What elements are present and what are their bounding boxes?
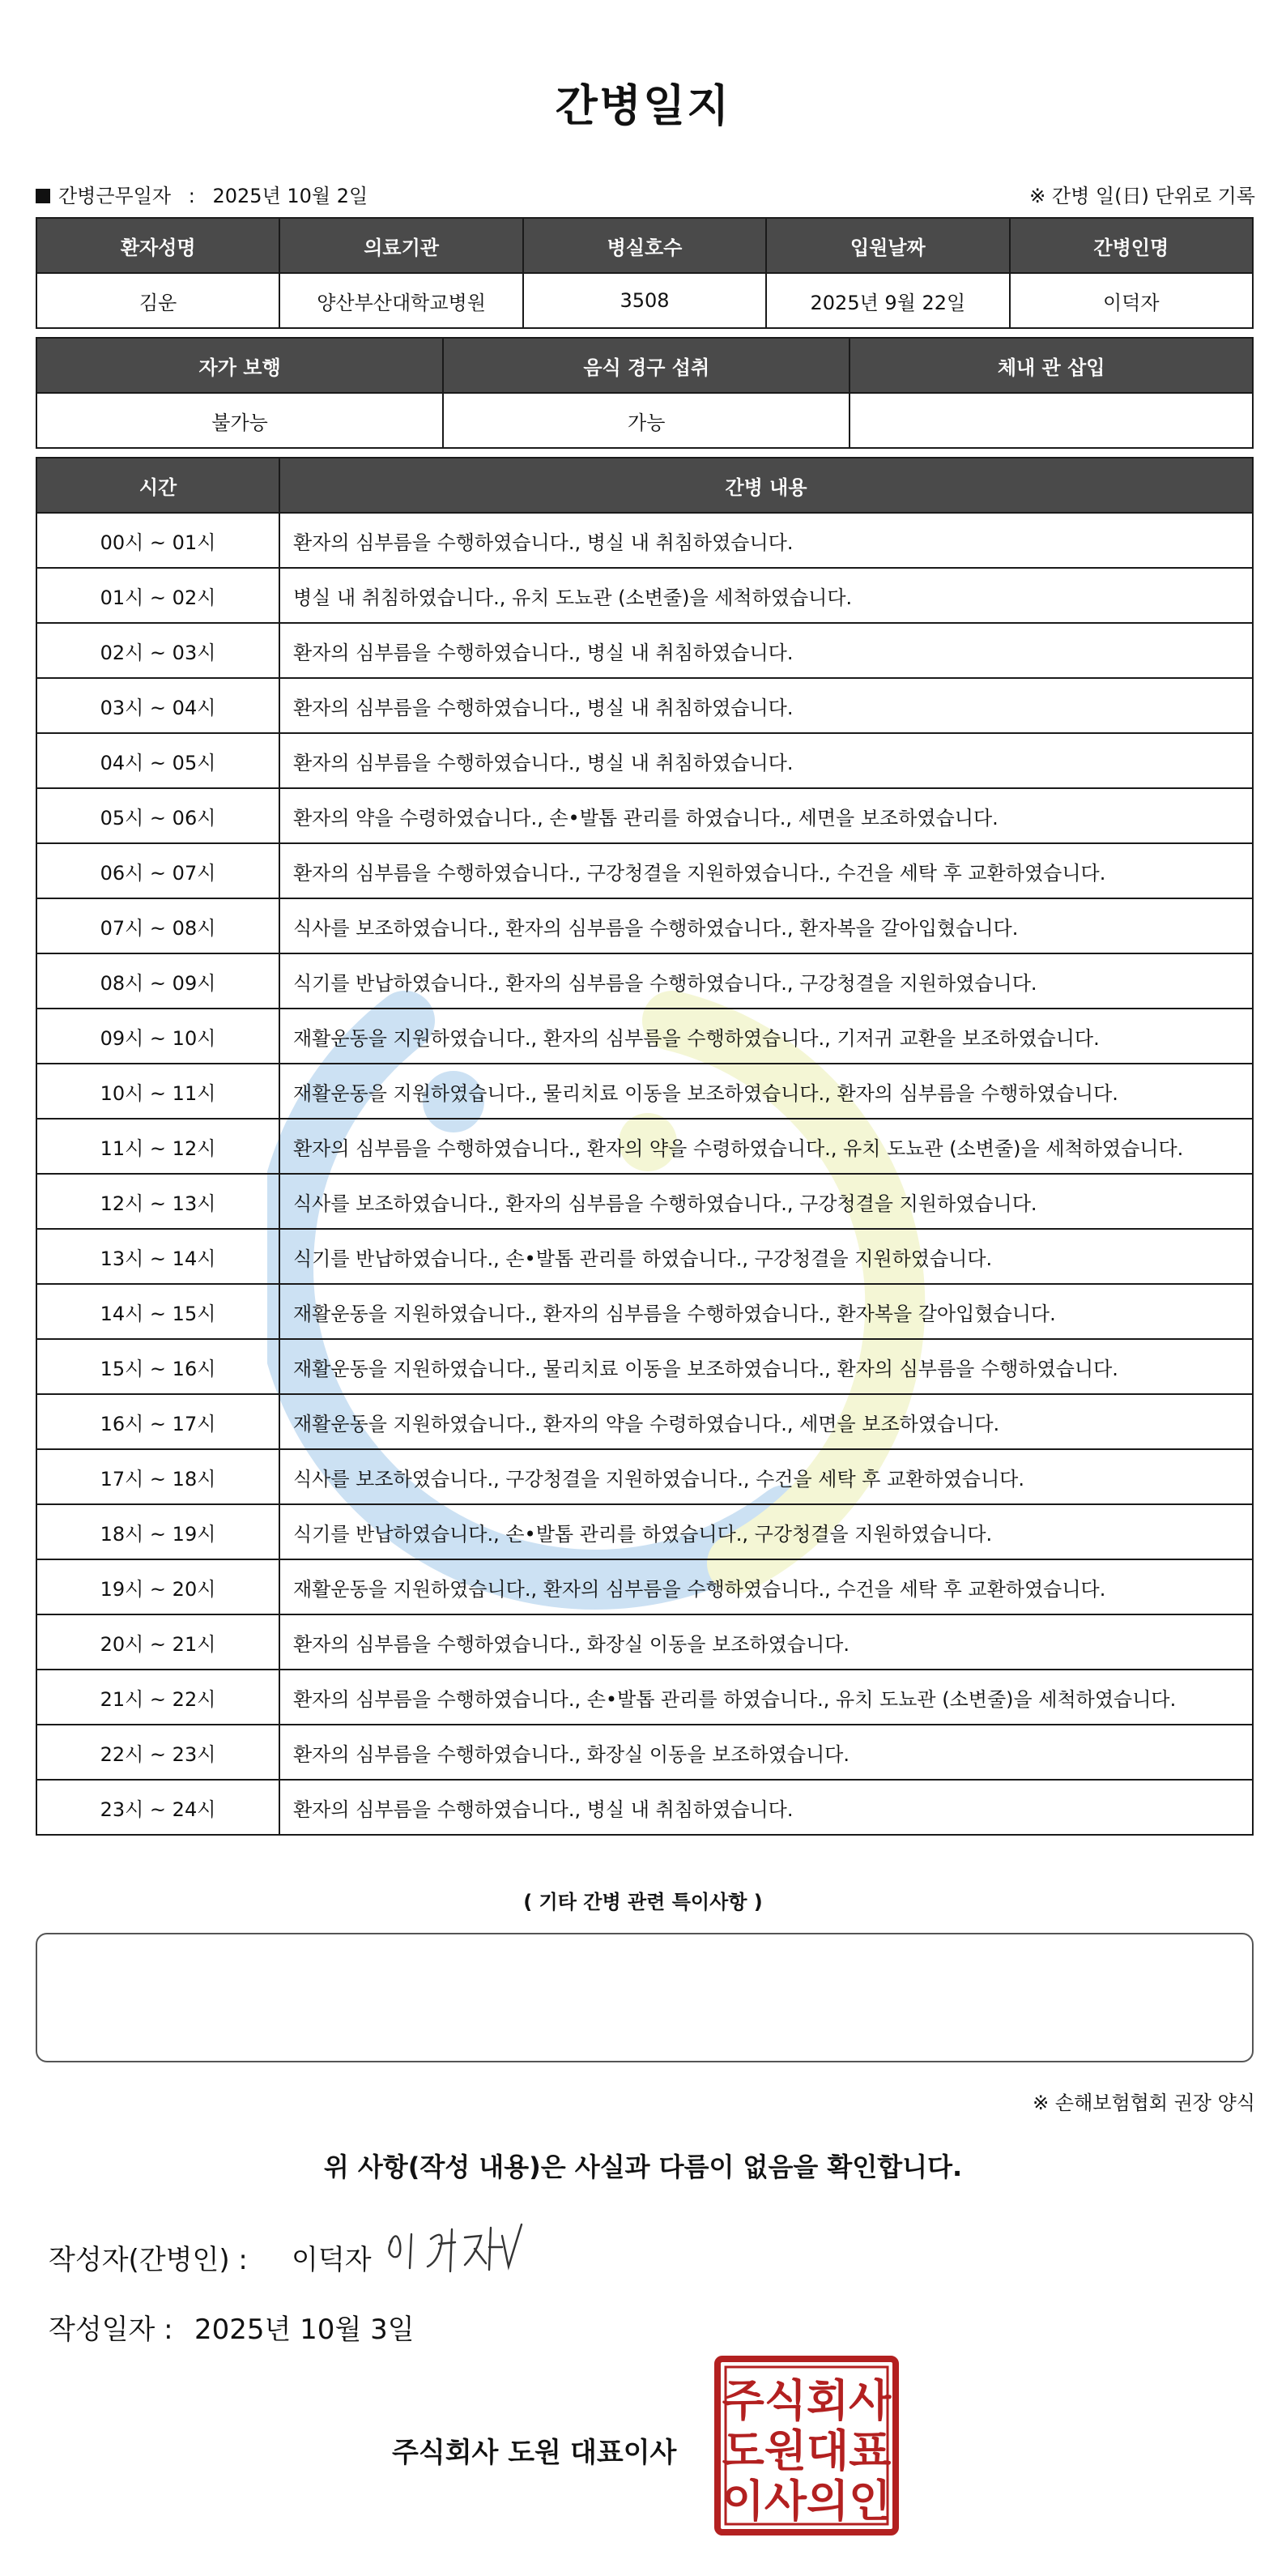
content-cell: 환자의 심부름을 수행하였습니다., 병실 내 취침하였습니다.: [279, 623, 1253, 678]
time-cell: 14시 ~ 15시: [36, 1284, 279, 1339]
header-admission-date: 입원날짜: [766, 218, 1009, 273]
square-bullet-icon: [36, 189, 50, 203]
time-cell: 18시 ~ 19시: [36, 1504, 279, 1559]
time-cell: 12시 ~ 13시: [36, 1174, 279, 1229]
content-cell: 환자의 심부름을 수행하였습니다., 구강청결을 지원하였습니다., 수건을 세탁 후 교환하였습니다.: [279, 843, 1253, 898]
content-cell: 재활운동을 지원하였습니다., 물리치료 이동을 보조하였습니다., 환자의 심부름을 수행하였습니다.: [279, 1064, 1253, 1119]
time-cell: 05시 ~ 06시: [36, 788, 279, 843]
time-cell: 21시 ~ 22시: [36, 1670, 279, 1725]
time-cell: 02시 ~ 03시: [36, 623, 279, 678]
table-row: [36, 1174, 1253, 1229]
table-row: [36, 1725, 1253, 1780]
table-row: [36, 623, 1253, 678]
table-row: [36, 678, 1253, 733]
time-cell: 17시 ~ 18시: [36, 1449, 279, 1504]
work-date-label: 간병근무일자: [58, 185, 172, 207]
confirmation-statement: 위 사항(작성 내용)은 사실과 다름이 없음을 확인합니다.: [323, 2152, 963, 2182]
content-cell: 환자의 심부름을 수행하였습니다., 환자의 약을 수령하였습니다., 유치 도뇨관 (소변줄)을 세척하였습니다.: [279, 1119, 1253, 1174]
room-cell: 3508: [523, 273, 766, 328]
content-cell: 식사를 보조하였습니다., 환자의 심부름을 수행하였습니다., 구강청결을 지원하였습니다.: [279, 1174, 1253, 1229]
table-row: [36, 1284, 1253, 1339]
company-seal-stamp: [714, 2356, 899, 2535]
content-cell: 식기를 반납하였습니다., 환자의 심부름을 수행하였습니다., 구강청결을 지원하였습니다.: [279, 953, 1253, 1009]
special-notes-title: ( 기타 간병 관련 특이사항 ): [523, 1891, 763, 1913]
header-walking: 자가 보행: [36, 338, 443, 393]
table-row: [36, 568, 1253, 623]
table-row: [36, 1559, 1253, 1614]
status-table: [36, 337, 1254, 449]
table-row: [36, 1780, 1253, 1835]
table-header-row: [36, 218, 1253, 273]
company-name: 주식회사 도원: [392, 2437, 561, 2469]
table-row: [36, 1119, 1253, 1174]
time-cell: 20시 ~ 21시: [36, 1614, 279, 1670]
content-cell: 환자의 심부름을 수행하였습니다., 병실 내 취침하였습니다.: [279, 1780, 1253, 1835]
patient-name-cell: 김운: [36, 273, 279, 328]
form-note: ※ 손해보험협회 권장 양식: [1033, 2092, 1255, 2114]
patient-info-table: [36, 217, 1254, 329]
table-row: [36, 1504, 1253, 1559]
unit-note: ※ 간병 일(日) 단위로 기록: [1029, 185, 1255, 207]
ceo-title: 대표이사: [570, 2437, 677, 2469]
content-cell: 환자의 심부름을 수행하였습니다., 병실 내 취침하였습니다.: [279, 513, 1253, 568]
content-cell: 환자의 약을 수령하였습니다., 손•발톱 관리를 하였습니다., 세면을 보조하였습니다.: [279, 788, 1253, 843]
time-cell: 13시 ~ 14시: [36, 1229, 279, 1284]
care-log-body: [36, 513, 1253, 1835]
table-row: [36, 898, 1253, 953]
table-row: [36, 733, 1253, 788]
time-cell: 08시 ~ 09시: [36, 953, 279, 1009]
content-cell: 환자의 심부름을 수행하였습니다., 화장실 이동을 보조하였습니다.: [279, 1725, 1253, 1780]
time-cell: 15시 ~ 16시: [36, 1339, 279, 1394]
header-hospital: 의료기관: [279, 218, 522, 273]
time-cell: 00시 ~ 01시: [36, 513, 279, 568]
content-cell: 식기를 반납하였습니다., 손•발톱 관리를 하였습니다., 구강청결을 지원하였습니다.: [279, 1229, 1253, 1284]
walking-cell: 불가능: [36, 393, 443, 448]
content-cell: 환자의 심부름을 수행하였습니다., 손•발톱 관리를 하였습니다., 유치 도뇨관 (소변줄)을 세척하였습니다.: [279, 1670, 1253, 1725]
work-date-line: [36, 180, 368, 208]
content-cell: 재활운동을 지원하였습니다., 환자의 심부름을 수행하였습니다., 기저귀 교환을 보조하였습니다.: [279, 1009, 1253, 1064]
table-row: [36, 788, 1253, 843]
separator: :: [188, 185, 195, 207]
header-patient-name: 환자성명: [36, 218, 279, 273]
time-cell: 11시 ~ 12시: [36, 1119, 279, 1174]
handwritten-signature: [381, 2211, 534, 2284]
content-cell: 재활운동을 지원하였습니다., 환자의 심부름을 수행하였습니다., 환자복을 갈아입혔습니다.: [279, 1284, 1253, 1339]
table-header-row: [36, 338, 1253, 393]
table-row: [36, 953, 1253, 1009]
content-cell: 환자의 심부름을 수행하였습니다., 화장실 이동을 보조하였습니다.: [279, 1614, 1253, 1670]
content-cell: 식기를 반납하였습니다., 손•발톱 관리를 하였습니다., 구강청결을 지원하였습니다.: [279, 1504, 1253, 1559]
svg-text:도원대표: 도원대표: [722, 2425, 892, 2476]
table-row: [36, 843, 1253, 898]
content-cell: 재활운동을 지원하였습니다., 물리치료 이동을 보조하였습니다., 환자의 심부름을 수행하였습니다.: [279, 1339, 1253, 1394]
table-row: [36, 1614, 1253, 1670]
tube-cell: [850, 393, 1253, 448]
content-cell: 재활운동을 지원하였습니다., 환자의 약을 수령하였습니다., 세면을 보조하였습니다.: [279, 1394, 1253, 1449]
table-row: [36, 513, 1253, 568]
time-cell: 19시 ~ 20시: [36, 1559, 279, 1614]
table-row: [36, 1009, 1253, 1064]
content-cell: 식사를 보조하였습니다., 환자의 심부름을 수행하였습니다., 환자복을 갈아입혔습니다.: [279, 898, 1253, 953]
svg-text:이사의인: 이사의인: [722, 2476, 892, 2527]
written-date-value: 2025년 10월 3일: [194, 2314, 415, 2346]
caregiver-cell: 이덕자: [1010, 273, 1253, 328]
oral-intake-cell: 가능: [443, 393, 850, 448]
time-cell: 09시 ~ 10시: [36, 1009, 279, 1064]
time-cell: 10시 ~ 11시: [36, 1064, 279, 1119]
written-date-label: 작성일자 :: [49, 2314, 173, 2346]
time-cell: 06시 ~ 07시: [36, 843, 279, 898]
table-row: [36, 1229, 1253, 1284]
table-row: [36, 273, 1253, 328]
table-row: [36, 1670, 1253, 1725]
writer-name: 이덕자: [292, 2244, 372, 2276]
header-caregiver: 간병인명: [1010, 218, 1253, 273]
care-log-table: [36, 457, 1254, 1836]
time-cell: 04시 ~ 05시: [36, 733, 279, 788]
content-cell: 환자의 심부름을 수행하였습니다., 병실 내 취침하였습니다.: [279, 733, 1253, 788]
header-time: 시간: [36, 458, 279, 513]
header-room: 병실호수: [523, 218, 766, 273]
time-cell: 23시 ~ 24시: [36, 1780, 279, 1835]
header-tube: 체내 관 삽입: [850, 338, 1253, 393]
svg-text:주식회사: 주식회사: [722, 2375, 892, 2426]
page-title: 간병일지: [555, 80, 731, 131]
time-cell: 01시 ~ 02시: [36, 568, 279, 623]
table-header-row: [36, 458, 1253, 513]
content-cell: 병실 내 취침하였습니다., 유치 도뇨관 (소변줄)을 세척하였습니다.: [279, 568, 1253, 623]
time-cell: 07시 ~ 08시: [36, 898, 279, 953]
time-cell: 16시 ~ 17시: [36, 1394, 279, 1449]
admission-date-cell: 2025년 9월 22일: [766, 273, 1009, 328]
writer-label: 작성자(간병인) :: [49, 2244, 248, 2276]
work-date-value: 2025년 10월 2일: [212, 185, 368, 207]
header-content: 간병 내용: [279, 458, 1253, 513]
header-oral-intake: 음식 경구 섭취: [443, 338, 850, 393]
table-row: [36, 1064, 1253, 1119]
special-notes-box: [36, 1933, 1254, 2062]
table-row: [36, 1449, 1253, 1504]
hospital-cell: 양산부산대학교병원: [279, 273, 522, 328]
table-row: [36, 393, 1253, 448]
content-cell: 환자의 심부름을 수행하였습니다., 병실 내 취침하였습니다.: [279, 678, 1253, 733]
content-cell: 식사를 보조하였습니다., 구강청결을 지원하였습니다., 수건을 세탁 후 교환하였습니다.: [279, 1449, 1253, 1504]
table-row: [36, 1394, 1253, 1449]
time-cell: 03시 ~ 04시: [36, 678, 279, 733]
content-cell: 재활운동을 지원하였습니다., 환자의 심부름을 수행하였습니다., 수건을 세탁 후 교환하였습니다.: [279, 1559, 1253, 1614]
table-row: [36, 1339, 1253, 1394]
time-cell: 22시 ~ 23시: [36, 1725, 279, 1780]
